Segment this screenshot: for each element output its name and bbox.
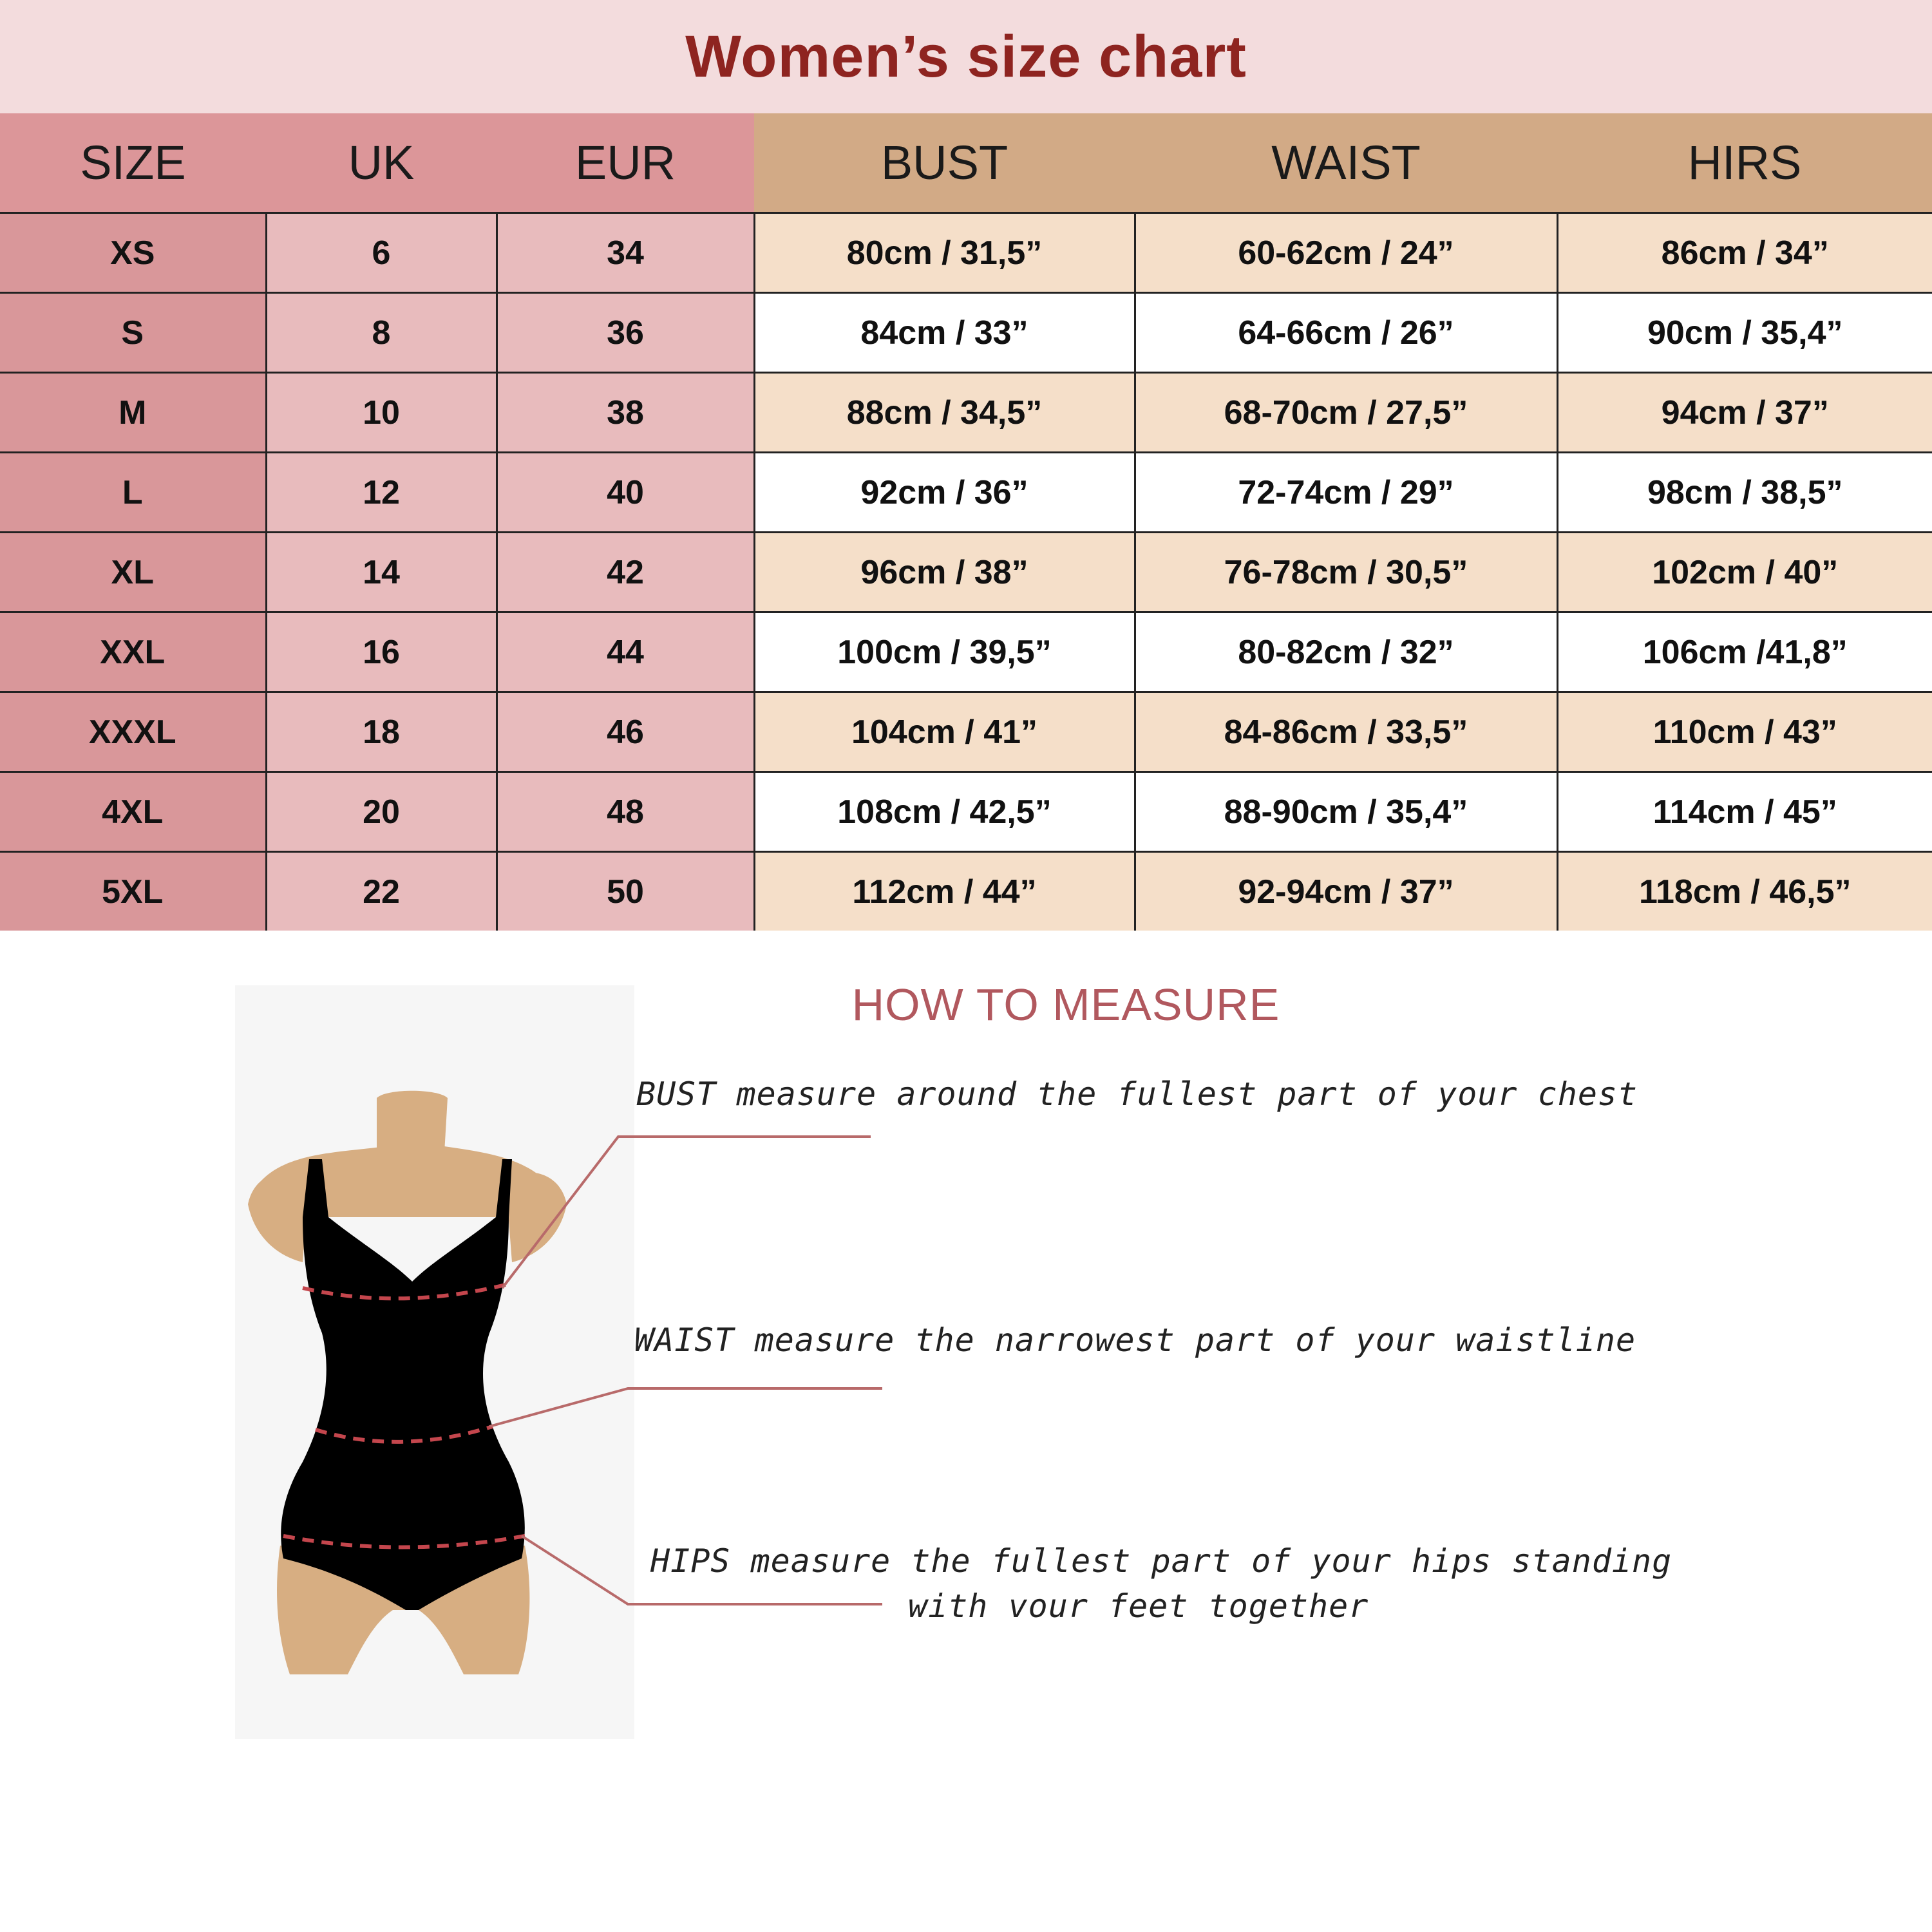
hips-cell: 94cm / 37” [1557, 373, 1932, 453]
hips-cell: 102cm / 40” [1557, 533, 1932, 612]
header-eur: EUR [497, 113, 754, 213]
uk-cell: 22 [266, 852, 497, 931]
eur-cell: 34 [497, 213, 754, 293]
page-title: Women’s size chart [685, 23, 1247, 90]
header-waist: WAIST [1135, 113, 1557, 213]
header-hips: HIRS [1557, 113, 1932, 213]
uk-cell: 18 [266, 692, 497, 772]
waist-cell: 68-70cm / 27,5” [1135, 373, 1557, 453]
bust-cell: 88cm / 34,5” [754, 373, 1135, 453]
bust-cell: 96cm / 38” [754, 533, 1135, 612]
waist-cell: 76-78cm / 30,5” [1135, 533, 1557, 612]
uk-cell: 14 [266, 533, 497, 612]
eur-cell: 50 [497, 852, 754, 931]
mannequin-left-arm-icon [248, 1172, 309, 1262]
how-to-measure-title: HOW TO MEASURE [851, 980, 1280, 1030]
size-cell: XXXL [0, 692, 266, 772]
hips-instruction-line1: HIPS measure the fullest part of your hips standing [650, 1542, 1672, 1580]
header-bust: BUST [754, 113, 1135, 213]
size-cell: 5XL [0, 852, 266, 931]
bust-cell: 108cm / 42,5” [754, 772, 1135, 852]
bust-instruction: BUST measure around the fullest part of your chest [636, 1075, 1638, 1113]
bust-cell: 100cm / 39,5” [754, 612, 1135, 692]
uk-cell: 20 [266, 772, 497, 852]
size-cell: L [0, 453, 266, 533]
hips-cell: 106cm /41,8” [1557, 612, 1932, 692]
size-cell: M [0, 373, 266, 453]
uk-cell: 10 [266, 373, 497, 453]
eur-cell: 40 [497, 453, 754, 533]
uk-cell: 8 [266, 293, 497, 373]
hips-cell: 90cm / 35,4” [1557, 293, 1932, 373]
hips-cell: 110cm / 43” [1557, 692, 1932, 772]
uk-cell: 16 [266, 612, 497, 692]
uk-cell: 12 [266, 453, 497, 533]
bust-cell: 80cm / 31,5” [754, 213, 1135, 293]
hips-cell: 114cm / 45” [1557, 772, 1932, 852]
eur-cell: 38 [497, 373, 754, 453]
eur-cell: 44 [497, 612, 754, 692]
bust-cell: 112cm / 44” [754, 852, 1135, 931]
size-cell: S [0, 293, 266, 373]
waist-cell: 92-94cm / 37” [1135, 852, 1557, 931]
header-size: SIZE [0, 113, 266, 213]
size-cell: XL [0, 533, 266, 612]
eur-cell: 36 [497, 293, 754, 373]
bust-cell: 92cm / 36” [754, 453, 1135, 533]
eur-cell: 46 [497, 692, 754, 772]
bust-cell: 104cm / 41” [754, 692, 1135, 772]
bodysuit-icon [281, 1159, 525, 1610]
waist-cell: 64-66cm / 26” [1135, 293, 1557, 373]
waist-instruction: WAIST measure the narrowest part of your waistline [634, 1321, 1636, 1359]
eur-cell: 42 [497, 533, 754, 612]
eur-cell: 48 [497, 772, 754, 852]
waist-cell: 84-86cm / 33,5” [1135, 692, 1557, 772]
size-cell: XS [0, 213, 266, 293]
header-uk: UK [266, 113, 497, 213]
bust-cell: 84cm / 33” [754, 293, 1135, 373]
size-cell: XXL [0, 612, 266, 692]
hips-cell: 98cm / 38,5” [1557, 453, 1932, 533]
hips-cell: 118cm / 46,5” [1557, 852, 1932, 931]
waist-cell: 80-82cm / 32” [1135, 612, 1557, 692]
waist-cell: 60-62cm / 24” [1135, 213, 1557, 293]
waist-leader-line [489, 1388, 882, 1426]
uk-cell: 6 [266, 213, 497, 293]
size-cell: 4XL [0, 772, 266, 852]
hips-cell: 86cm / 34” [1557, 213, 1932, 293]
hips-instruction-line2: with vour feet together [908, 1587, 1369, 1625]
waist-cell: 72-74cm / 29” [1135, 453, 1557, 533]
waist-cell: 88-90cm / 35,4” [1135, 772, 1557, 852]
